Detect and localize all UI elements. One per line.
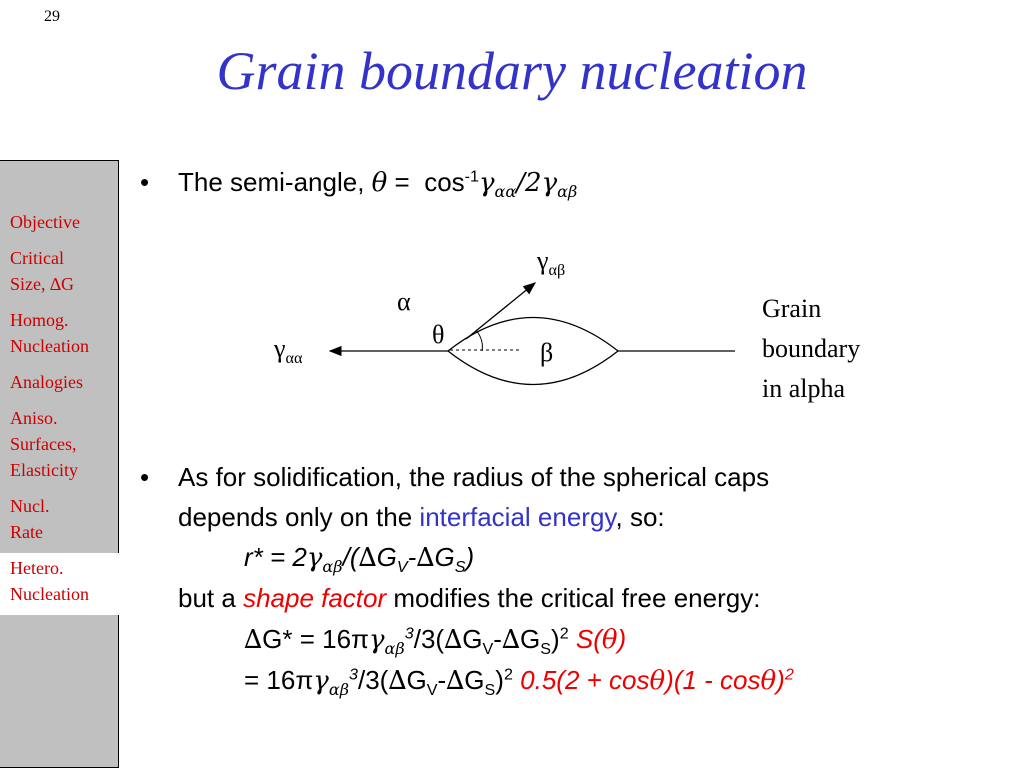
sidebar-item-label: Size, ∆G — [10, 274, 75, 294]
sidebar-item-label: Hetero. — [10, 558, 64, 578]
bullet-marker: • — [140, 462, 150, 492]
sidebar-item-label: Surfaces, — [10, 434, 77, 454]
sidebar-item-label: Analogies — [10, 372, 83, 392]
solidification-line-2: depends only on the interfacial energy, so: — [178, 502, 665, 532]
sidebar-item-label: Aniso. — [10, 408, 58, 428]
sidebar-item-hetero-nucleation[interactable] — [0, 553, 120, 615]
sidebar-nav — [0, 207, 120, 615]
shape-factor-text: shape factor — [243, 583, 387, 613]
gamma-ab-label: $\gamma_{\alpha\beta}$ — [537, 246, 566, 280]
sidebar-item-analogies[interactable] — [0, 367, 120, 403]
free-energy-equation: $\Delta G* = 16\pi\gamma_{\alpha\beta}^3/3(\Delta G_V-\Delta G_S)^2$ S(θ) — [244, 624, 627, 659]
shape-factor-symbol: S(θ) — [568, 624, 627, 655]
bullet-marker: • — [140, 167, 150, 197]
shape-factor-line: but a shape factor modifies the critical free energy: — [178, 583, 761, 613]
interfacial-energy-text: interfacial energy — [419, 502, 616, 532]
sidebar-item-objective[interactable] — [0, 207, 120, 243]
sidebar-item-aniso-surfaces-elasticity[interactable] — [0, 403, 120, 491]
solidification-line-1: As for solidification, the radius of the spherical caps — [178, 462, 770, 492]
lens-upper-arc — [448, 318, 618, 352]
gamma-ab-arrow — [466, 283, 535, 339]
grain-boundary-label: Grain boundary in alpha — [762, 294, 861, 403]
beta-label: β — [540, 338, 554, 367]
sidebar-item-label: Nucleation — [10, 336, 89, 356]
radius-equation: $r* = 2\gamma_{\alpha\beta}/(\Delta G_V-\Delta G_S)$ — [244, 542, 475, 577]
slide-title: Grain boundary nucleation — [216, 41, 808, 101]
sidebar-item-label: Rate — [10, 522, 43, 542]
shape-factor-expression: 0.5(2 + cosθ)(1 - cosθ)$^2$ — [512, 665, 794, 696]
sidebar-item-label: Critical — [10, 248, 64, 268]
theta-angle-arc — [476, 330, 482, 351]
lens-lower-arc — [448, 351, 618, 385]
sidebar-item-label: Objective — [10, 212, 80, 232]
sidebar-item-label: Nucleation — [10, 584, 89, 604]
sidebar-item-nucl-rate[interactable] — [0, 491, 120, 553]
semi-angle-text: The semi-angle, $\theta = \cos^{-1}\gamma_{\alpha\alpha}/2\gamma_{\alpha\beta}$ — [178, 167, 578, 202]
gamma-aa-label: $\gamma_{\alpha\alpha}$ — [274, 334, 303, 368]
theta-label: θ — [432, 320, 445, 349]
sidebar-item-label: Homog. — [10, 310, 69, 330]
sidebar-item-homog-nucleation[interactable] — [0, 305, 120, 367]
free-energy-expanded-equation: = $16\pi\gamma_{\alpha\beta}^3/3(\Delta G_V-\Delta G_S)^2$ 0.5(2 + cosθ)(1 - cosθ)$^2$ — [244, 665, 794, 700]
sidebar-item-label: Nucl. — [10, 496, 50, 516]
alpha-label: α — [397, 287, 411, 316]
sidebar-item-critical-size-g[interactable] — [0, 243, 120, 305]
slide-number: 29 — [44, 8, 60, 25]
sidebar-item-label: Elasticity — [10, 460, 78, 480]
